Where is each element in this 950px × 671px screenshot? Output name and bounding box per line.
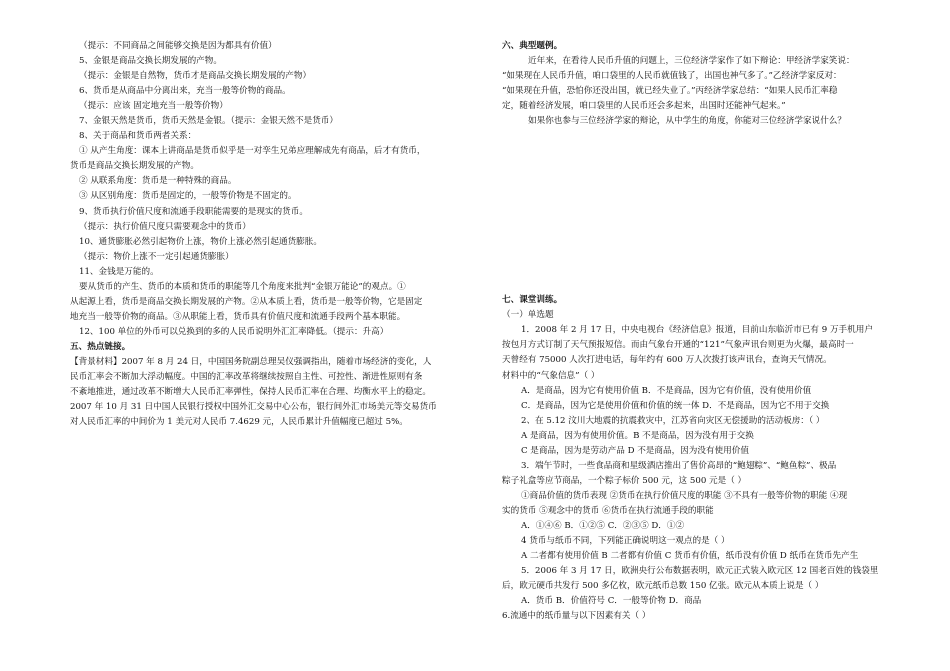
question-line: 按包月方式订制了天气预报短信。而由气象台开通的“121”气象声讯台则更为火爆，最高时一 [502,340,854,351]
option-line: A 是商品，因为有使用价值。B 不是商品，因为没有用于交换 [521,430,754,441]
option-line: 实的货币 ⑤观念中的货币 ⑥货币在执行流通手段的职能 [502,505,714,516]
background-line: 2007 年 10 月 31 日中国人民银行授权中国外汇交易中心公布，银行间外汇市场美元等交易货币 [70,402,437,413]
hint-line: （提示：不同商品之间能够交换是因为都具有价值） [79,41,277,51]
right-column [502,39,897,624]
question-line: 4 货币与纸币不同，下列能正确说明这一观点的是（ ） [521,536,730,547]
hint-line: （提示：物价上涨不一定引起通货膨胀） [79,251,234,262]
background-line: 【背景材料】2007 年 8 月 24 日，中国国务院副总理吴仪强调指出，随着市场经济的变化，人 [70,356,432,367]
item-line: 8、关于商品和货币两者关系： [79,131,197,142]
example-line: 近年来，在看待人民币升值的问题上，三位经济学家作了如下辩论：甲经济学家笑说： [528,56,855,67]
paragraph-line: 从起源上看，货币是商品交换长期发展的产物。②从本质上看，货币是一般等价物，它是固定 [70,296,423,307]
item-line: 7、金银天然是货币，货币天然是金银。（提示：金银天然不是货币） [79,116,338,127]
answer-line: A．货币 B．价值符号 C．一般等价物 D．商品 [521,596,702,607]
option-line: C．是商品，因为它是使用价值和价值的统一体 D．不是商品，因为它不用于交换 [521,400,830,411]
background-line: 民币汇率会不断加大浮动幅度。中国的汇率改革将继续按照自主性、可控性、渐进性原则有条 [70,372,423,383]
answer-line: A．①④⑥ B．①②⑤ C．②③⑤ D．①② [521,520,685,531]
example-line: “如果现在人民币升值，咱口袋里的人民币就值钱了，出国也神气多了。”乙经济学家反对： [502,71,842,82]
item-line: ③ 从区别角度：货币是固定的，一般等价物是不固定的。 [79,191,297,202]
option-line: C 是商品，因为是劳动产品 D 不是商品，因为没有使用价值 [521,445,749,456]
question-line: 6.流通中的纸币量与以下因素有关（ ） [502,611,651,622]
paragraph-line: 要从货币的产生、货币的本质和货币的职能等几个角度来批判“金银万能论”的观点。① [79,281,406,292]
subsection-heading: （一）单选题 [502,310,554,321]
section-heading: 七、课堂训练。 [502,295,563,306]
item-line: 货币是商品交换长期发展的产物。 [70,161,199,172]
section-heading: 六、典型题例。 [502,41,563,51]
question-line: 材料中的“气象信息”（ ） [502,370,600,381]
option-line: A．是商品，因为它有使用价值 B．不是商品，因为它有价值，没有使用价值 [521,385,812,396]
item-line: ① 从产生角度：课本上讲商品是货币似乎是一对孪生兄弟应理解成先有商品，后才有货币， [79,146,426,157]
item-line: 6、货币是从商品中分离出来，充当一般等价物的商品。 [79,86,291,97]
paragraph-line: 地充当一般等价物的商品。③从职能上看，货币具有价值尺度和流通手段两个基本职能。 [70,311,406,322]
example-line: 定，随着经济发展，咱口袋里的人民币还会多起来，出国时还能神气起来。” [502,101,786,112]
left-column [70,39,465,430]
background-line: 对人民币汇率的中间价为 1 美元对人民币 7.4629 元，人民币累计升值幅度已超过 5%。 [70,417,408,428]
item-line: 5、金银是商品交换长期发展的产物。 [79,56,222,67]
question-line: 粽子礼盒等应节商品，一个粽子标价 500 元，这 500 元是（ ） [502,475,747,486]
option-line: ①商品价值的货币表现 ②货币在执行价值尺度的职能 ③不具有一般等价物的职能 ④现 [521,490,848,501]
hint-line: （提示：金银是自然物，货币才是商品交换长期发展的产物） [79,71,312,82]
background-line: 不紊地推进，通过改革不断增大人民币汇率弹性，保持人民币汇率在合理、均衡水平上的稳定。 [70,387,431,398]
question-line: 天曾经有 75000 人次打进电话，每年约有 600 万人次拨打该声讯台，查询天气情况。 [502,355,832,366]
example-question: 如果你也参与三位经济学家的辩论，从中学生的角度，你能对三位经济学家说什么？ [528,116,846,127]
hint-line: （提示：执行价值尺度只需要观念中的货币） [79,221,251,232]
question-line: 后，欧元硬币共发行 500 多亿枚，欧元纸币总数 150 亿张。欧元从本质上说是（ ） [502,581,824,592]
section-heading: 五、热点链接。 [70,341,131,352]
example-line: “如果现在升值，恐怕你还没出国，就已经失业了。”丙经济学家总结：“如果人民币汇率稳 [502,86,838,97]
item-line: 12、100 单位的外币可以兑换到的多的人民币说明外汇汇率降低。（提示：升高） [79,326,389,337]
hint-line: （提示：应该 固定地充当一般等价物） [79,101,228,112]
item-line: 10、通货膨胀必然引起物价上涨，物价上涨必然引起通货膨胀。 [79,236,322,247]
option-line: A 二者都有使用价值 B 二者都有价值 C 货币有价值，纸币没有价值 D 纸币在货币先产生 [521,551,859,562]
question-line: 1．2008 年 2 月 17 日，中央电视台《经济信息》报道，目前山东临沂市已有 9 万手机用户 [521,325,873,336]
item-line: ② 从联系角度：货币是一种特殊的商品。 [79,176,237,187]
question-line: 2、在 5.12 汶川大地震的抗震救灾中，江苏省向灾区无偿援助的活动板房：（ ） [521,415,825,426]
question-line: 5．2006 年 3 月 17 日，欧洲央行公布数据表明，欧元正式装入欧元区 12 国老百姓的钱袋里 [521,566,879,577]
question-line: 3．端午节时，一些食品商和星级酒店推出了售价高昂的“鲍翅粽”、“鲍鱼粽”、极品 [521,460,837,471]
item-line: 9、货币执行价值尺度和流通手段职能需要的是现实的货币。 [79,206,308,217]
item-line: 11、金钱是万能的。 [79,266,159,277]
